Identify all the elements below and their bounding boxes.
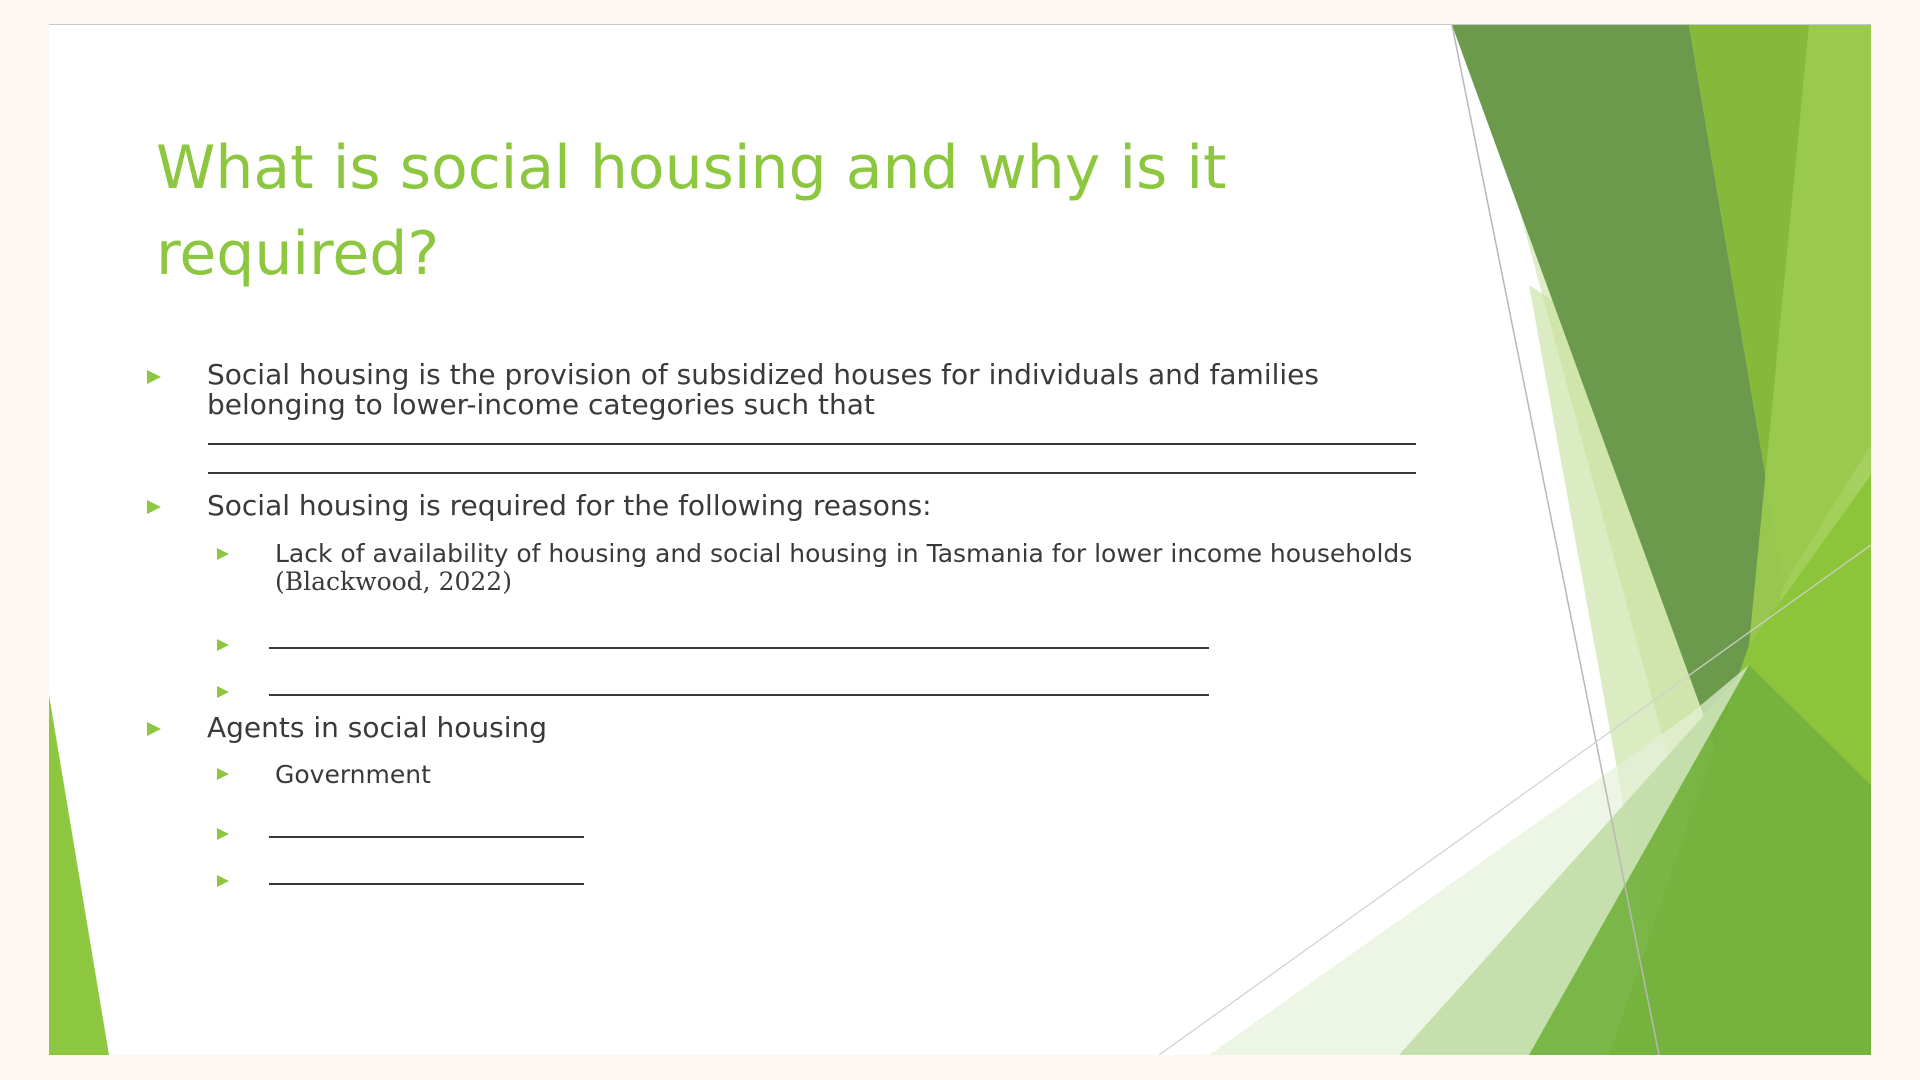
fill-in-blank-line (269, 694, 1209, 696)
fill-in-blank-line (208, 472, 1416, 474)
sub-bullet-reason-1 (217, 540, 1447, 596)
sub-bullet-agent-1 (217, 760, 431, 790)
bullet-arrow-icon (217, 875, 229, 887)
reason-citation: (Blackwood, 2022) (275, 567, 512, 596)
agent-text: Government (275, 760, 431, 789)
bullet-arrow-icon (217, 686, 229, 698)
bullet-arrow-icon (147, 500, 161, 514)
slide (49, 25, 1871, 1055)
reason-text: Lack of availability of housing and social housing in Tasmania for lower income households (275, 539, 1413, 568)
bullet-arrow-icon (217, 828, 229, 840)
bullet-arrow-icon (147, 370, 161, 384)
bullet-definition (147, 360, 1347, 420)
fill-in-blank-line (269, 836, 584, 838)
bullet-reasons (147, 490, 932, 522)
sub-bullet-blank (217, 867, 229, 887)
sub-bullet-blank (217, 631, 229, 651)
fill-in-blank-line (269, 647, 1209, 649)
sub-bullet-blank (217, 678, 229, 698)
bullet-arrow-icon (147, 722, 161, 736)
bullet-arrow-icon (217, 639, 229, 651)
fill-in-blank-line (208, 443, 1416, 445)
bullet-text: Agents in social housing (207, 711, 548, 744)
bullet-arrow-icon (217, 548, 229, 560)
fill-in-blank-line (269, 883, 584, 885)
slide-title: What is social housing and why is it required? (156, 133, 1227, 289)
bullet-text: Social housing is required for the following reasons: (207, 489, 932, 522)
left-green-facet (49, 695, 109, 1055)
bullet-text: Social housing is the provision of subsidized houses for individuals and families belonging to lower-income categories such that (207, 358, 1319, 421)
bullet-arrow-icon (217, 768, 229, 780)
bullet-agents (147, 712, 547, 744)
sub-bullet-blank (217, 820, 229, 840)
